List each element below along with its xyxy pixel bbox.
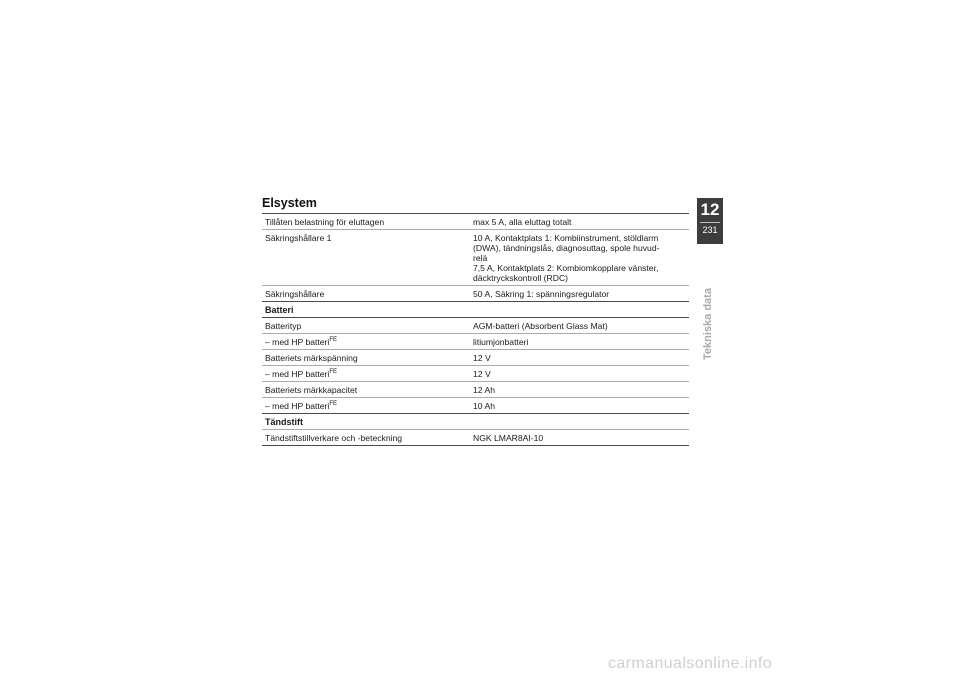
value-line: relä bbox=[473, 253, 488, 263]
watermark: carmanualsonline.info bbox=[608, 655, 773, 672]
value-line: däcktryckskontroll (RDC) bbox=[473, 273, 569, 283]
table-row bbox=[262, 230, 689, 286]
footnote-marker: FE bbox=[329, 337, 337, 344]
row-value: AGM-batteri (Absorbent Glass Mat) bbox=[473, 321, 608, 331]
table-row bbox=[262, 214, 689, 230]
row-value: 10 Ah bbox=[473, 401, 495, 411]
row-value: 12 V bbox=[473, 369, 491, 379]
page-number: 231 bbox=[702, 225, 718, 235]
value-line: (DWA), tändningslås, diagnosuttag, spole huvud- bbox=[473, 243, 660, 253]
value-line: 7,5 A, Kontaktplats 2: Kombiomkopplare vänster, bbox=[473, 263, 659, 273]
subheading-battery bbox=[262, 302, 689, 318]
chapter-number: 12 bbox=[700, 200, 720, 219]
row-value: 12 Ah bbox=[473, 385, 495, 395]
row-value: litiumjonbatteri bbox=[473, 337, 529, 347]
table-row bbox=[262, 366, 689, 382]
chapter-divider bbox=[700, 222, 720, 223]
row-label: Batteriets märkkapacitet bbox=[265, 385, 358, 395]
row-label: Batterityp bbox=[265, 321, 302, 331]
row-label bbox=[265, 337, 473, 347]
row-value: max 5 A, alla eluttag totalt bbox=[473, 217, 572, 227]
footnote-marker: FE bbox=[329, 401, 337, 408]
subheading-label: Tändstift bbox=[265, 417, 303, 427]
table-row bbox=[262, 318, 689, 334]
row-value: NGK LMAR8AI-10 bbox=[473, 433, 544, 443]
section-title: Elsystem bbox=[262, 196, 317, 210]
row-value bbox=[473, 233, 689, 283]
row-value: 50 A, Säkring 1: spänningsregulator bbox=[473, 289, 610, 299]
spec-table bbox=[262, 213, 689, 446]
row-label: Tillåten belastning för eluttagen bbox=[265, 217, 385, 227]
table-row bbox=[262, 398, 689, 414]
footnote-marker: FE bbox=[329, 369, 337, 376]
value-line: 10 A, Kontaktplats 1: Kombiinstrument, stöldlarm bbox=[473, 233, 659, 243]
row-label: Säkringshållare 1 bbox=[265, 233, 332, 243]
table-row bbox=[262, 430, 689, 446]
label-text: – med HP batteri bbox=[265, 369, 330, 379]
table-row bbox=[262, 382, 689, 398]
chapter-tab bbox=[697, 198, 723, 244]
side-chapter-heading: Tekniska data bbox=[702, 288, 714, 360]
row-label: Batteriets märkspänning bbox=[265, 353, 358, 363]
subheading-label: Batteri bbox=[265, 305, 294, 315]
row-label bbox=[265, 401, 473, 411]
table-row bbox=[262, 286, 689, 302]
subheading-spark-plug bbox=[262, 414, 689, 430]
row-label: Tändstiftstillverkare och -beteckning bbox=[265, 433, 403, 443]
row-label bbox=[265, 369, 473, 379]
row-value: 12 V bbox=[473, 353, 491, 363]
label-text: – med HP batteri bbox=[265, 337, 330, 347]
label-text: – med HP batteri bbox=[265, 401, 330, 411]
row-label: Säkringshållare bbox=[265, 289, 325, 299]
table-row bbox=[262, 350, 689, 366]
table-row bbox=[262, 334, 689, 350]
